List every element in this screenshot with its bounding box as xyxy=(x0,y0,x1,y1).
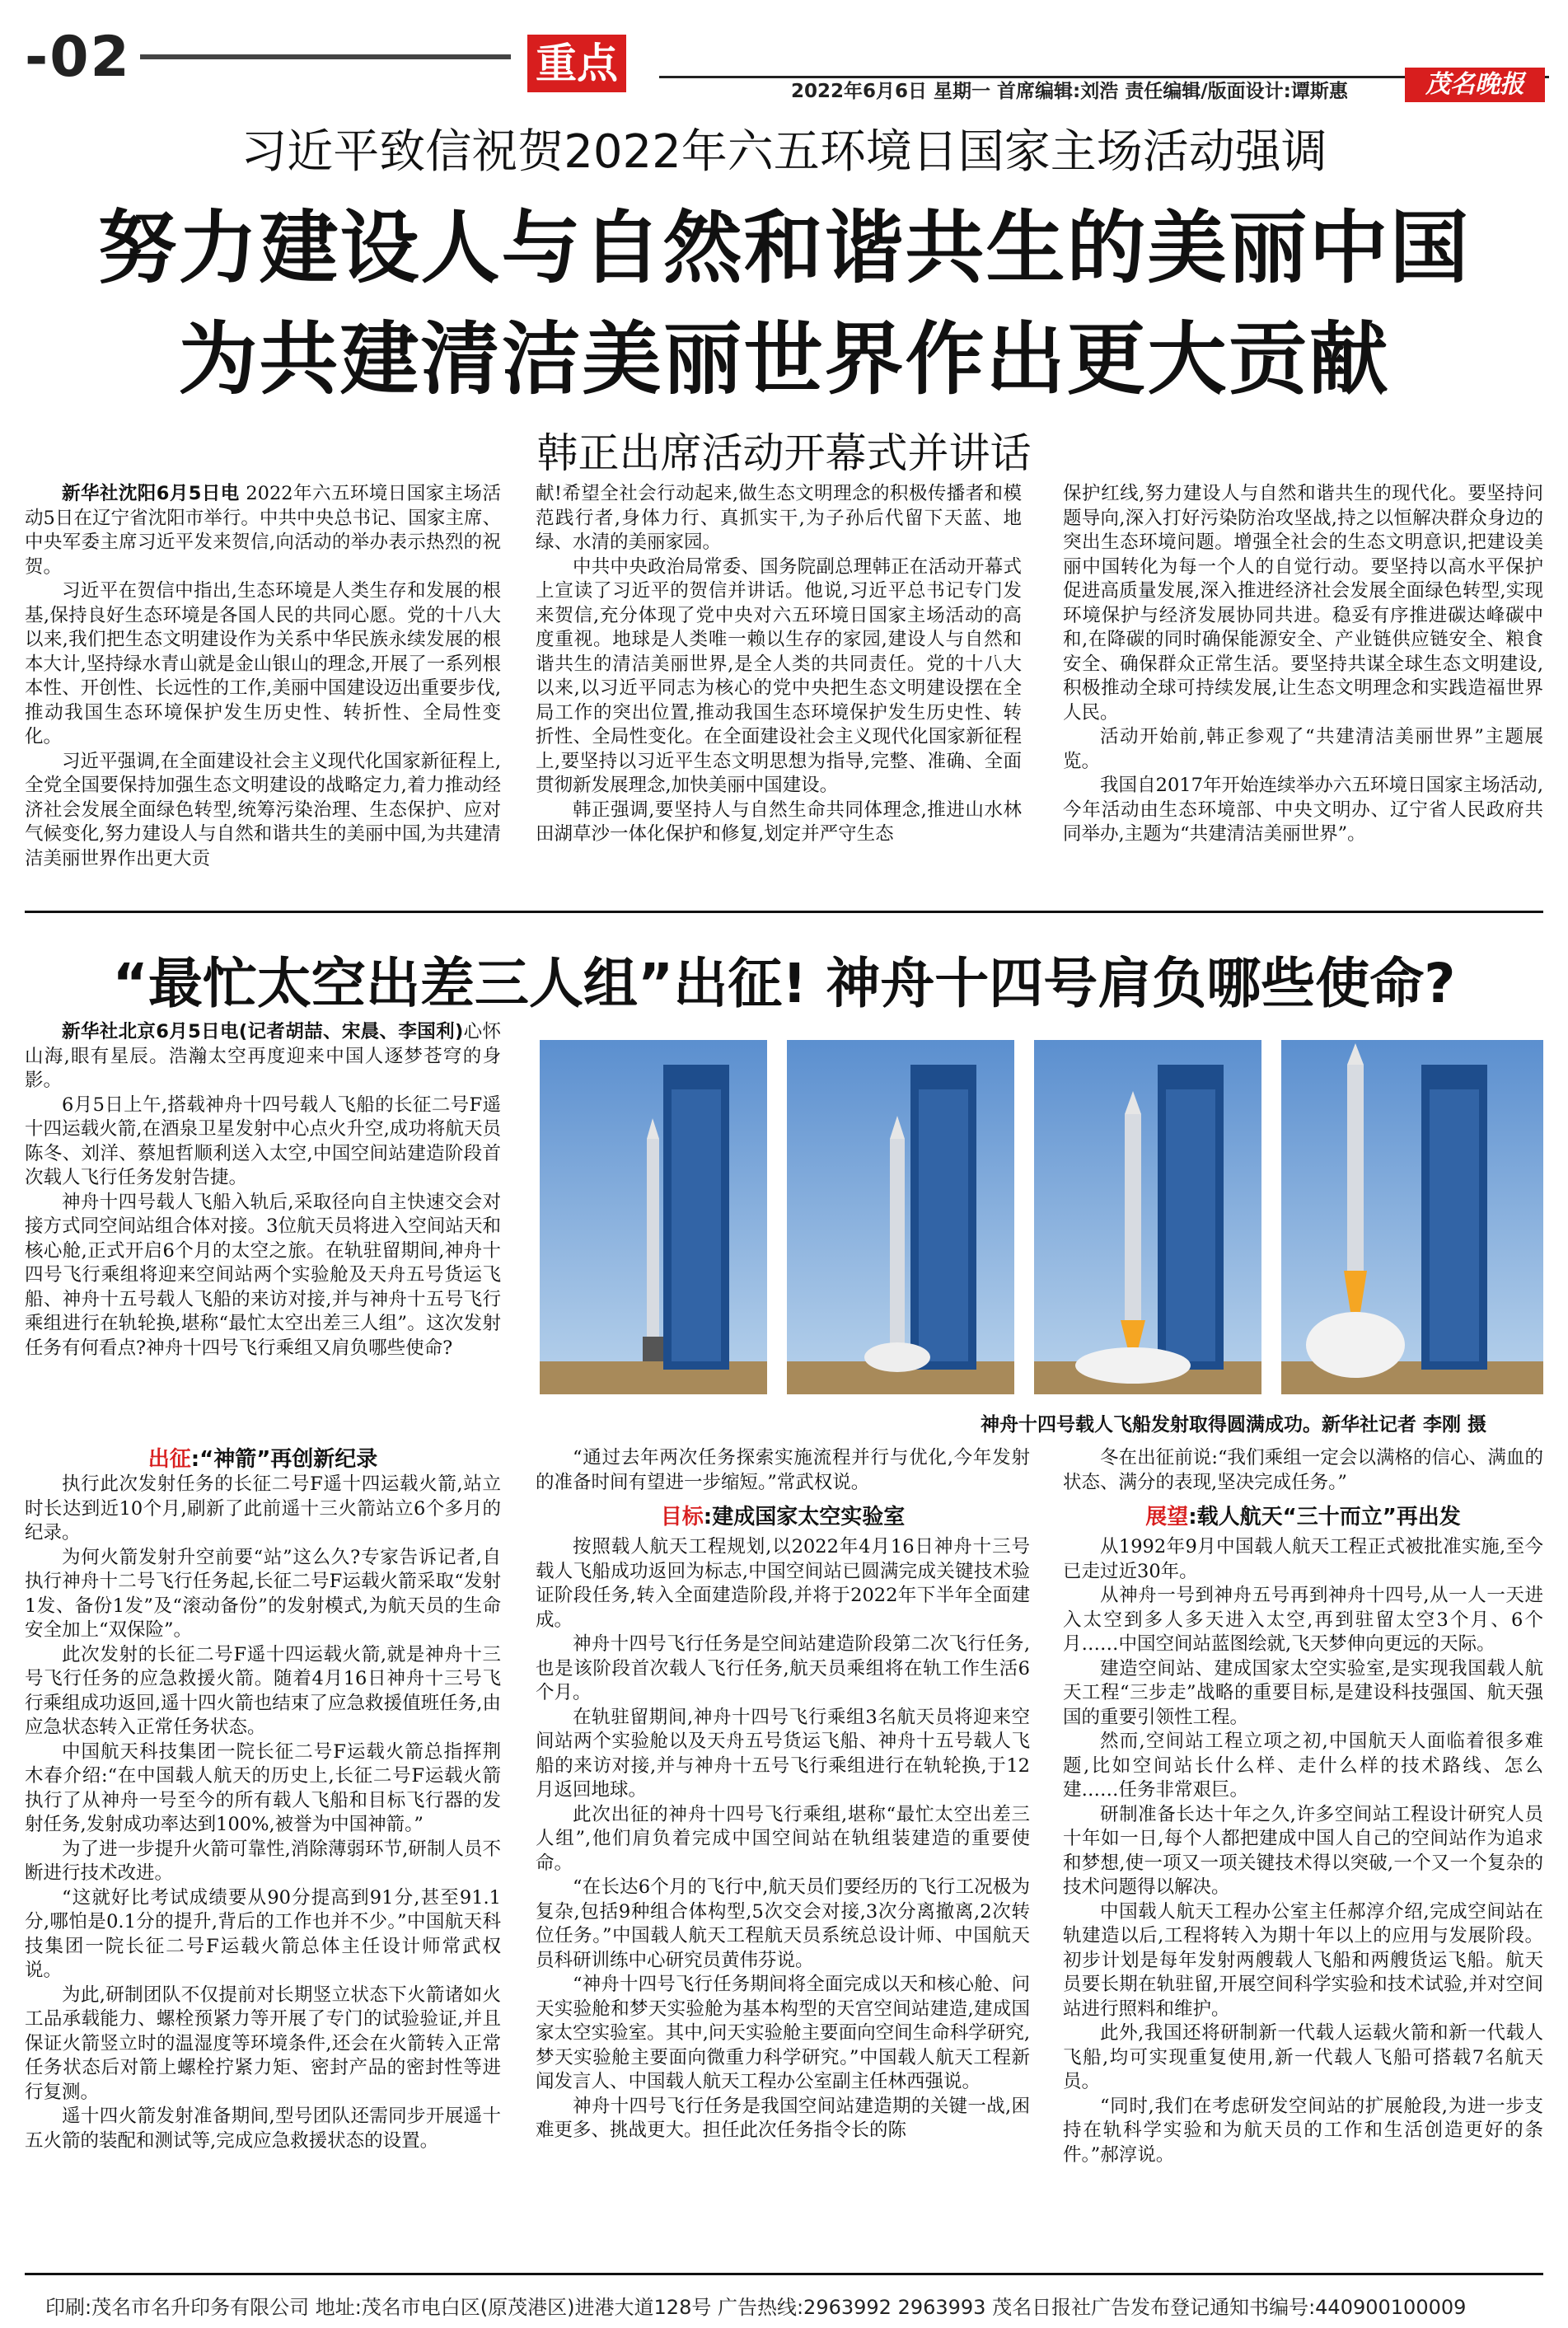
paragraph: 此外,我国还将研制新一代载人运载火箭和新一代载人飞船,均可实现重复使用,新一代载人飞船可搭载7名航天员。 xyxy=(1063,2022,1543,2092)
launch-photo-4 xyxy=(1281,1040,1543,1394)
subsection-body-2 xyxy=(536,1535,1030,2143)
paragraph: 中共中央政治局常委、国务院副总理韩正在活动开幕式上宣读了习近平的贺信并讲话。他说,习近平总书记专门发来贺信,充分体现了党中央对六五环境日国家主场活动的高度重视。地球是人类唯一赖以生存的家园,建设人与自然和谐共生的清洁美丽世界,是全人类的共同责任。党的十八大以来,以习近平同志为核心的党中央把生态文明建设摆在全局工作的突出位置,推动我国生态环境保护发生历史性、转折性、全局性变化。在全面建设社会主义现代化国家新征程上,要坚持以习近平生态文明思想为指导,完整、准确、全面贯彻新发展理念,加快美丽中国建设。 xyxy=(536,555,1022,796)
paragraph: 此次发射的长征二号F遥十四运载火箭,就是神舟十三号飞行任务的应急救援火箭。随着4月16日神舟十三号飞行乘组成功返回,遥十四火箭也结束了应急救援值班任务,由应急状态转入正常任务状态。 xyxy=(25,1643,501,1738)
page-number: -02 xyxy=(25,25,131,90)
headline-line1: 努力建设人与自然和谐共生的美丽中国 xyxy=(97,202,1471,294)
paragraph: 建造空间站、建成国家太空实验室,是实现我国载人航天工程“三步走”战略的重要目标,是建设科技强国、航天强国的重要引领性工程。 xyxy=(1063,1657,1543,1728)
article1-column-1 xyxy=(25,482,501,902)
column-2-lead xyxy=(536,1446,1030,1495)
paragraph: 神舟十四号飞行任务是空间站建造阶段第二次飞行任务,也是该阶段首次载人飞行任务,航天员乘组将在轨工作生活6个月。 xyxy=(536,1633,1030,1703)
subsection-heading-3: 展望:载人航天“三十而立”再出发 xyxy=(1145,1505,1461,1529)
paragraph: 冬在出征前说:“我们乘组一定会以满格的信心、满血的状态、满分的表现,坚决完成任务。” xyxy=(1063,1447,1543,1493)
newspaper-logo: 茂名晚报 xyxy=(1405,68,1545,102)
article1-column-3 xyxy=(1063,482,1543,902)
paragraph: “在长达6个月的飞行中,航天员们要经历的飞行工况极为复杂,包括9种组合体构型,5次交会对接,3次分离撤离,2次转位任务。”中国载人航天工程航天员系统总设计师、中国航天员科研训练中心研究员黄伟芬说。 xyxy=(536,1876,1030,1971)
paragraph-text: 心怀山海,眼有星辰。浩瀚太空再度迎来中国人逐梦苍穹的身影。 xyxy=(25,1021,501,1091)
photo-caption: 神舟十四号载人飞船发射取得圆满成功。新华社记者 李刚 摄 xyxy=(981,1414,1487,1436)
paragraph xyxy=(25,482,501,579)
subsection-body-3 xyxy=(1063,1535,1543,2167)
column-3-lead xyxy=(1063,1446,1543,1495)
subheadline: 韩正出席活动开幕式并讲话 xyxy=(536,429,1032,477)
paragraph: 6月5日上午,搭载神舟十四号载人飞船的长征二号F遥十四运载火箭,在酒泉卫星发射中心点火升空,成功将航天员陈冬、刘洋、蔡旭哲顺利送入太空,中国空间站建造阶段首次载人飞行任务发射告捷。 xyxy=(25,1094,501,1188)
paragraph: “这就好比考试成绩要从90分提高到91分,甚至91.1分,哪怕是0.1分的提升,背后的工作也并不少。”中国航天科技集团一院长征二号F运载火箭总体主任设计师常武权说。 xyxy=(25,1886,501,1981)
launch-photo-3 xyxy=(1034,1040,1261,1394)
paragraph: 为此,研制团队不仅提前对长期竖立状态下火箭诸如火工品承载能力、螺栓预紧力等开展了专门的试验验证,并且保证火箭竖立时的温湿度等环境条件,还会在火箭转入正常任务状态后对箭上螺栓拧紧力矩、密封产品的密封性等进行复测。 xyxy=(25,1984,501,2103)
article2-column-2 xyxy=(536,1446,1030,2270)
pre-headline: 习近平致信祝贺2022年六五环境日国家主场活动强调 xyxy=(241,125,1327,179)
paragraph: “神舟十四号飞行任务期间将全面完成以天和核心舱、问天实验舱和梦天实验舱为基本构型的天宫空间站建造,建成国家太空实验室。其中,问天实验舱主要面向空间生命科学研究,梦天实验舱主要面向微重力科学研究。”中国载人航天工程新闻发言人、中国载人航天工程办公室副主任林西强说。 xyxy=(536,1974,1030,2092)
paragraph: 我国自2017年开始连续举办六五环境日国家主场活动,今年活动由生态环境部、中央文明办、辽宁省人民政府共同举办,主题为“共建清洁美丽世界”。 xyxy=(1063,775,1543,845)
paragraph: 神舟十四号载人飞船入轨后,采取径向自主快速交会对接方式同空间站组合体对接。3位航天员将进入空间站天和核心舱,正式开启6个月的太空之旅。在轨驻留期间,神舟十四号飞行乘组将迎来空间站两个实验舱及天舟五号货运飞船、神舟十五号载人飞船的来访对接,并与神舟十五号飞行乘组进行在轨轮换,堪称“最忙太空出差三人组”。这次发射任务有何看点?神舟十四号飞行乘组又肩负哪些使命? xyxy=(25,1191,501,1359)
dateline: 新华社北京6月5日电(记者胡喆、宋晨、李国利) xyxy=(62,1021,464,1042)
paragraph: 为了进一步提升火箭可靠性,消除薄弱环节,研制人员不断进行技术改进。 xyxy=(25,1838,501,1884)
subsection-heading-2: 目标:建成国家太空实验室 xyxy=(660,1505,906,1529)
article2-column-3 xyxy=(1063,1446,1543,2270)
paragraph: 遥十四火箭发射准备期间,型号团队还需同步开展遥十五火箭的装配和测试等,完成应急救援状态的设置。 xyxy=(25,2106,501,2152)
launch-photo-1 xyxy=(540,1040,767,1394)
paragraph: 韩正强调,要坚持人与自然生命共同体理念,推进山水林田湖草沙一体化保护和修复,划定并严守生态 xyxy=(536,799,1022,845)
paragraph: 执行此次发射任务的长征二号F遥十四运载火箭,站立时长达到近10个月,刷新了此前遥十三火箭站立6个多月的纪录。 xyxy=(25,1473,501,1543)
section-divider xyxy=(25,911,1543,913)
article2-headline: “最忙太空出差三人组”出征! 神舟十四号肩负哪些使命? xyxy=(112,952,1456,1015)
paragraph: 保护红线,努力建设人与自然和谐共生的现代化。要坚持问题导向,深入打好污染防治攻坚战,持之以恒解决群众身边的突出生态环境问题。增强全社会的生态文明意识,把建设美丽中国转化为每一个人的自觉行动。要坚持以高水平保护促进高质量发展,深入推进经济社会发展全面绿色转型,实现环境保护与经济发展协同共进。稳妥有序推进碳达峰碳中和,在降碳的同时确保能源安全、产业链供应链安全、粮食安全、确保群众正常生活。要坚持共谋全球生态文明建设,积极推动全球可持续发展,让生态文明理念和实践造福世界人民。 xyxy=(1063,483,1543,724)
subsection-heading-1: 出征:“神箭”再创新纪录 xyxy=(147,1447,378,1472)
paragraph: 中国载人航天工程办公室主任郝淳介绍,完成空间站在轨建造以后,工程将转入为期十年以上的应用与发展阶段。初步计划是每年发射两艘载人飞船和两艘货运飞船。航天员要长期在轨驻留,开展空间科学实验和技术试验,并对空间站进行照料和维护。 xyxy=(1063,1900,1543,2020)
paragraph: “通过去年两次任务探索实施流程并行与优化,今年发射的准备时间有望进一步缩短。”常武权说。 xyxy=(536,1447,1030,1493)
paragraph: 然而,空间站工程立项之初,中国航天人面临着很多难题,比如空间站长什么样、走什么样的技术路线、怎么建……任务非常艰巨。 xyxy=(1063,1731,1543,1801)
section-tag: 重点 xyxy=(527,35,626,92)
launch-photo-2 xyxy=(787,1040,1014,1394)
paragraph xyxy=(25,1020,501,1094)
paragraph: 按照载人航天工程规划,以2022年4月16日神舟十三号载人飞船成功返回为标志,中国空间站已圆满完成关键技术验证阶段任务,转入全面建造阶段,并将于2022年下半年全面建成。 xyxy=(536,1536,1030,1631)
dateline: 新华社沈阳6月5日电 xyxy=(62,483,240,504)
paragraph: 活动开始前,韩正参观了“共建清洁美丽世界”主题展览。 xyxy=(1063,726,1543,772)
paragraph: 习近平在贺信中指出,生态环境是人类生存和发展的根基,保持良好生态环境是各国人民的共同心愿。党的十八大以来,我们把生态文明建设作为关系中华民族永续发展的根本大计,坚持绿水青山就是金山银山的理念,开展了一系列根本性、开创性、长远性的工作,美丽中国建设迈出重要步伐,推动我国生态环境保护发生历史性、转折性、全局性变化。 xyxy=(25,580,501,747)
paragraph: 从1992年9月中国载人航天工程正式被批准实施,至今已走过近30年。 xyxy=(1063,1536,1543,1582)
header-info: 2022年6月6日 星期一 首席编辑:刘浩 责任编辑/版面设计:谭斯惠 xyxy=(791,81,1348,102)
footer-info: 印刷:茂名市名升印务有限公司 地址:茂名市电白区(原茂港区)进港大道128号 广告热线:2963992 2963993 茂名日报社广告发布登记通知书编号:440900100009 xyxy=(45,2296,1467,2319)
paragraph: 在轨驻留期间,神舟十四号飞行乘组3名航天员将迎来空间站两个实验舱以及天舟五号货运飞船、神舟十五号载人飞船的来访对接,并与神舟十五号飞行乘组进行在轨轮换,于12月返回地球。 xyxy=(536,1706,1030,1801)
footer-rule xyxy=(25,2273,1543,2275)
paragraph: 中国航天科技集团一院长征二号F运载火箭总指挥荆木春介绍:“在中国载人航天的历史上,长征二号F运载火箭执行了从神舟一号至今的所有载人飞船和目标飞行器的发射任务,发射成功率达到100%,被誉为中国神箭。” xyxy=(25,1740,501,1835)
paragraph: “同时,我们在考虑研发空间站的扩展舱段,为进一步支持在轨科学实验和为航天员的工作和生活创造更好的条件。”郝淳说。 xyxy=(1063,2095,1543,2166)
paragraph: 习近平强调,在全面建设社会主义现代化国家新征程上,全党全国要保持加强生态文明建设的战略定力,着力推动经济社会发展全面绿色转型,统筹污染治理、生态保护、应对气候变化,努力建设人与自然和谐共生的美丽中国,为共建清洁美丽世界作出更大贡 xyxy=(25,750,501,869)
article2-column-1 xyxy=(25,1442,501,2266)
paragraph: 献!希望全社会行动起来,做生态文明理念的积极传播者和模范践行者,身体力行、真抓实干,为子孙后代留下天蓝、地绿、水清的美丽家园。 xyxy=(536,483,1022,553)
paragraph-text: 2022年六五环境日国家主场活动5日在辽宁省沈阳市举行。中共中央总书记、国家主席、中央军委主席习近平发来贺信,向活动的举办表示热烈的祝贺。 xyxy=(25,483,502,578)
paragraph: 为何火箭发射升空前要“站”这么久?专家告诉记者,自执行神舟十二号飞行任务起,长征二号F运载火箭采取“发射1发、备份1发”及“滚动备份”的发射模式,为航天员的生命安全加上“双保险”。 xyxy=(25,1546,501,1641)
header-rule xyxy=(140,54,511,59)
article2-intro xyxy=(25,1020,501,1432)
paragraph: 研制准备长达十年之久,许多空间站工程设计研究人员十年如一日,每个人都把建成中国人自己的空间站作为追求和梦想,使一项又一项关键技术得以突破,一个又一个复杂的技术问题得以解决。 xyxy=(1063,1803,1543,1898)
article1-column-2 xyxy=(536,482,1022,902)
headline-line2: 为共建清洁美丽世界作出更大贡献 xyxy=(178,313,1390,405)
paragraph: 从神舟一号到神舟五号再到神舟十四号,从一人一天进入太空到多人多天进入太空,再到驻留太空3个月、6个月……中国空间站蓝图绘就,飞天梦伸向更远的天际。 xyxy=(1063,1585,1543,1655)
paragraph: 此次出征的神舟十四号飞行乘组,堪称“最忙太空出差三人组”,他们肩负着完成中国空间站在轨组装建造的重要使命。 xyxy=(536,1803,1030,1874)
paragraph: 神舟十四号飞行任务是我国空间站建造期的关键一战,困难更多、挑战更大。担任此次任务指令长的陈 xyxy=(536,2095,1030,2141)
subsection-body-1 xyxy=(25,1473,501,2153)
